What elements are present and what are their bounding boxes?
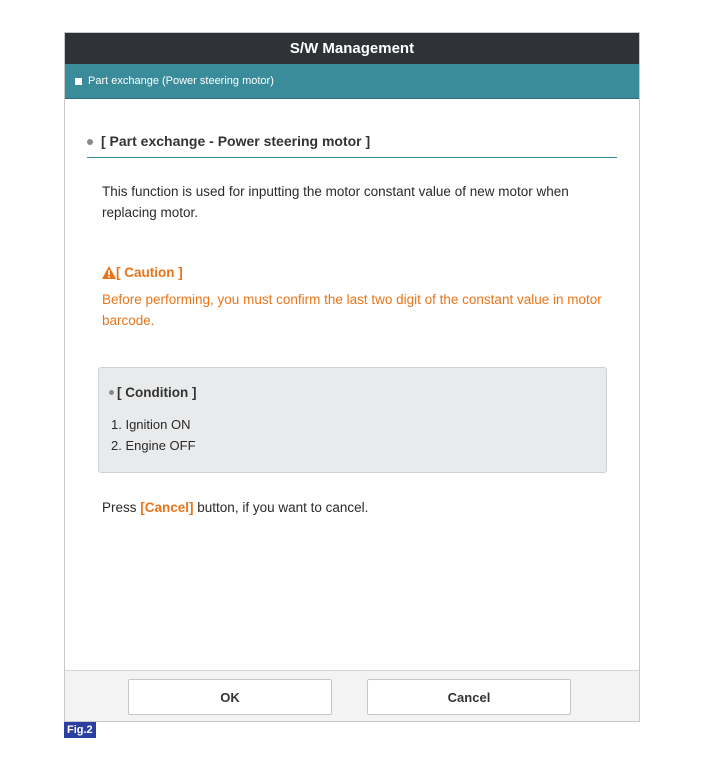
function-description: This function is used for inputting the motor constant value of new motor when replacing motor. xyxy=(102,184,569,220)
section-heading xyxy=(87,133,617,158)
ok-button[interactable]: OK xyxy=(128,679,332,715)
warning-icon xyxy=(102,266,116,279)
list-item: 1. Ignition ON xyxy=(111,417,191,432)
subheader-bar xyxy=(65,64,639,99)
instruction-prefix: Press xyxy=(102,500,141,515)
figure-label: Fig.2 xyxy=(64,722,96,738)
square-bullet-icon xyxy=(75,78,82,85)
bullet-dot-icon xyxy=(109,390,114,395)
condition-list xyxy=(111,414,196,456)
condition-heading xyxy=(109,385,196,400)
condition-title: [ Condition ] xyxy=(117,385,197,400)
instruction-suffix: button, if you want to cancel. xyxy=(193,500,369,515)
caution-text: Before performing, you must confirm the last two digit of the constant value in motor barcode. xyxy=(102,292,602,328)
caution-heading xyxy=(102,265,183,280)
list-item: 2. Engine OFF xyxy=(111,438,196,453)
dialog-footer xyxy=(65,670,639,721)
cancel-button[interactable]: Cancel xyxy=(367,679,571,715)
section-title-text: [ Part exchange - Power steering motor ] xyxy=(101,133,371,149)
bullet-dot-icon xyxy=(87,139,93,145)
window-title: S/W Management xyxy=(65,33,639,64)
caution-title: [ Caution ] xyxy=(116,265,183,280)
condition-box xyxy=(98,367,607,473)
instruction-highlight: [Cancel] xyxy=(140,500,194,515)
sw-management-dialog xyxy=(64,32,640,722)
subheader-label: Part exchange (Power steering motor) xyxy=(88,75,274,87)
cancel-instruction xyxy=(102,500,368,515)
